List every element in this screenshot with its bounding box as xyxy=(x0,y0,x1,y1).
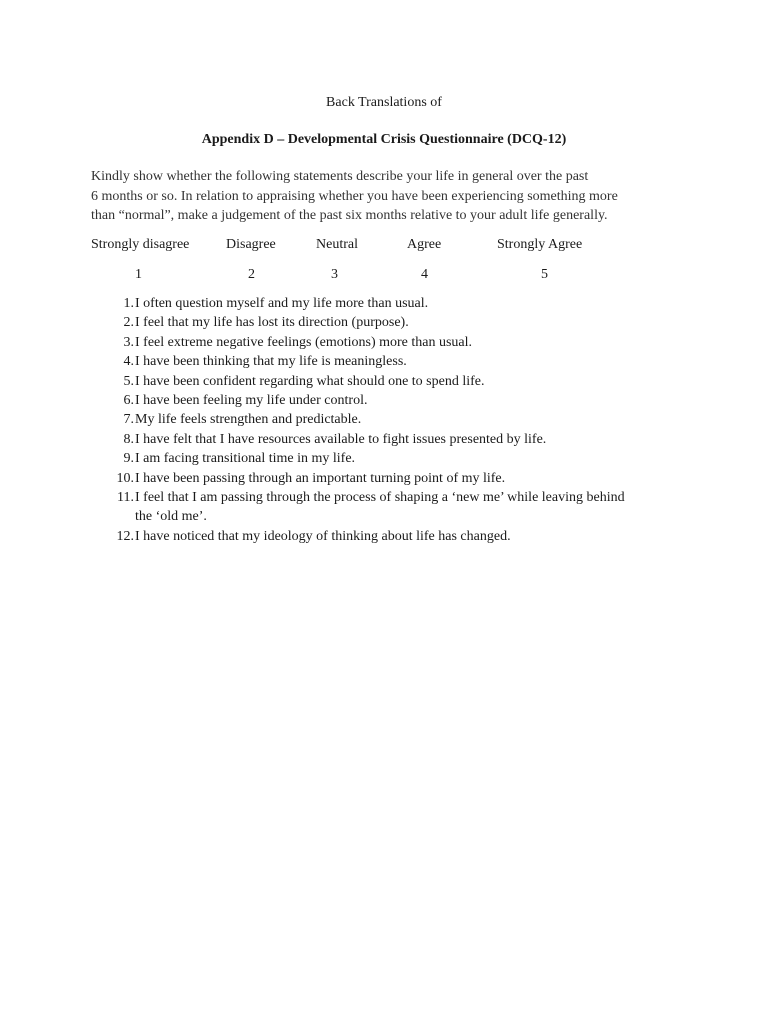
scale-label-neutral: Neutral xyxy=(316,237,358,252)
item-text xyxy=(135,488,675,527)
item-text xyxy=(135,391,675,410)
item-text xyxy=(135,410,675,429)
item-number: 11. xyxy=(117,489,134,505)
list-item xyxy=(0,372,768,391)
item-number: 9. xyxy=(123,451,134,467)
item-text xyxy=(135,352,675,371)
item-line: I feel extreme negative feelings (emotions) more than usual. xyxy=(135,334,473,350)
list-item xyxy=(0,313,768,332)
item-line: I have been feeling my life under control. xyxy=(135,392,368,408)
item-number: 3. xyxy=(123,334,134,350)
scale-label-disagree: Disagree xyxy=(226,237,276,252)
scale-number-1: 1 xyxy=(135,267,142,282)
item-text xyxy=(135,527,675,546)
item-line: the ‘old me’. xyxy=(135,509,207,525)
questionnaire-heading: Appendix D – Developmental Crisis Questionnaire (DCQ-12) xyxy=(201,132,567,147)
scale-number-5: 5 xyxy=(541,267,548,282)
item-line: My life feels strengthen and predictable. xyxy=(135,412,362,428)
instructions-paragraph xyxy=(91,167,681,226)
scale-label-agree: Agree xyxy=(407,237,442,252)
item-number: 8. xyxy=(123,431,134,447)
item-number: 4. xyxy=(123,354,134,370)
list-item xyxy=(0,449,768,468)
scale-label-strongly-agree: Strongly Agree xyxy=(497,237,583,252)
list-item xyxy=(0,527,768,546)
list-item xyxy=(0,410,768,429)
item-line: I feel that I am passing through the process of shaping a ‘new me’ while leaving behind xyxy=(135,489,625,505)
item-line: I am facing transitional time in my life. xyxy=(135,451,356,467)
list-item xyxy=(0,430,768,449)
list-item xyxy=(0,391,768,410)
list-item xyxy=(0,469,768,488)
item-line: I have been confident regarding what should one to spend life. xyxy=(135,373,485,389)
item-number: 6. xyxy=(123,392,134,408)
item-text xyxy=(135,469,675,488)
item-line: I often question myself and my life more than usual. xyxy=(135,296,429,311)
item-number: 12. xyxy=(116,528,134,544)
scale-number-3: 3 xyxy=(331,267,338,282)
item-text xyxy=(135,294,675,313)
item-number: 1. xyxy=(123,296,134,311)
item-text xyxy=(135,430,675,449)
list-item xyxy=(0,294,768,313)
item-line: I feel that my life has lost its direction (purpose). xyxy=(135,315,409,331)
scale-number-2: 2 xyxy=(248,267,255,282)
item-line: I have felt that I have resources available to fight issues presented by life. xyxy=(135,431,547,447)
item-text xyxy=(135,313,675,332)
list-item xyxy=(0,488,768,527)
list-item xyxy=(0,333,768,352)
instructions-line: 6 months or so. In relation to appraising whether you have been experiencing something more xyxy=(91,188,618,204)
instructions-line: Kindly show whether the following statements describe your life in general over the past xyxy=(91,169,589,184)
list-item xyxy=(0,352,768,371)
item-line: I have noticed that my ideology of thinking about life has changed. xyxy=(135,528,511,544)
document-title: Back Translations of xyxy=(326,95,442,110)
item-text xyxy=(135,449,675,468)
item-number: 10. xyxy=(116,470,134,486)
item-number: 7. xyxy=(123,412,134,428)
scale-label-strongly-disagree: Strongly disagree xyxy=(91,237,190,252)
item-text xyxy=(135,372,675,391)
item-text xyxy=(135,333,675,352)
item-line: I have been thinking that my life is meaningless. xyxy=(135,354,407,370)
item-line: I have been passing through an important turning point of my life. xyxy=(135,470,506,486)
item-number: 2. xyxy=(123,315,134,331)
instructions-line: than “normal”, make a judgement of the past six months relative to your adult life generally. xyxy=(91,208,608,223)
item-number: 5. xyxy=(123,373,134,389)
questionnaire-items xyxy=(0,294,768,546)
scale-number-4: 4 xyxy=(421,267,428,282)
